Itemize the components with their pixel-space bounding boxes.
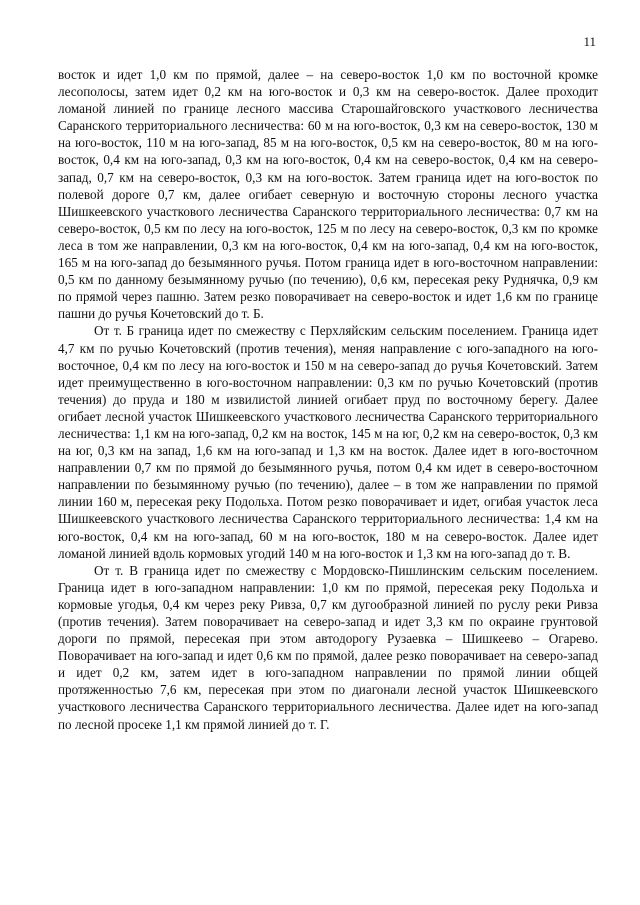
document-body (58, 66, 598, 733)
paragraph-1: восток и идет 1,0 км по прямой, далее – на северо-восток 1,0 км по восточной кромке лесополосы, затем идет 0,2 км на юго-восток и 0,3 км на северо-восток. Далее проходит ломаной линией по границе лесного массива Старошайговского участкового лесничества Саранского территориального лесничества: 60 м на юго-восток, 0,3 км на северо-восток, 130 м на юго-восток, 110 м на юго-запад, 85 м на юго-восток, 0,5 км на северо-восток, 80 м на юго-восток, 0,4 км на юго-запад, 0,3 км на юго-восток, 0,4 км на северо-восток, 0,4 км на северо-запад, 0,7 км на северо-восток, 0,3 км на юго-восток. Затем граница идет на юго-восток по полевой дороге 0,7 км, далее огибает северную и восточную стороны лесного участка Шишкеевского участкового лесничества Саранского территориального лесничества: 0,7 км на северо-восток, 0,5 км по лесу на юго-восток, 125 м по лесу на северо-восток, 0,3 км по кромке леса в том же направлении, 0,3 км на юго-восток, 0,4 км на юго-запад, 0,4 км на юго-восток, 165 м на юго-запад до безымянного ручья. Потом граница идет в юго-восточном направлении: 0,5 км по данному безымянному ручью (по течению), 0,6 км, пересекая реку Руднячка, 0,9 км по прямой через пашню. Затем резко поворачивает на северо-восток и идет 1,6 км по границе пашни до ручья Кочетовский до т. Б. (58, 67, 598, 322)
page-number: 11 (583, 34, 596, 49)
paragraph-3: От т. В граница идет по смежеству с Мордовско-Пишлинским сельским поселением. Граница идет в юго-западном направлении: 1,0 км по прямой, пересекая реку Подольха и кормовые угодья, 0,4 км через реку Ривза, 0,7 км дугообразной линией по руслу реки Ривза (против течения). Затем поворачивает на северо-запад и идет 3,3 км по окраине грунтовой дороги по прямой, пересекая при этом автодорогу Рузаевка – Шишкеево – Огарево. Поворачивает на юго-запад и идет 0,6 км по прямой, далее резко поворачивает на северо-запад и идет 0,2 км, затем идет в юго-западном направлении по прямой линии общей протяженностью 7,6 км, пересекая при этом по диагонали лесной участок Шишкеевского участкового лесничества Саранского территориального лесничества. Далее идет на юго-запад по лесной просеке 1,1 км прямой линией до т. Г. (58, 562, 598, 732)
paragraph-2: От т. Б граница идет по смежеству с Перхляйским сельским поселением. Граница идет 4,7 км по ручью Кочетовский (против течения), меняя направление с юго-западного на юго-восточное, 0,4 км по лесу на юго-восток и 150 м на северо-запад до ручья Кочетовский. Затем идет преимущественно в юго-восточном направлении: 0,3 км по ручью Кочетовский (против течения) до пруда и 180 м извилистой линией огибает пруд по восточному берегу. Далее огибает лесной участок Шишкеевского участкового лесничества Саранского территориального лесничества: 1,1 км на юго-запад, 0,2 км на восток, 145 м на юг, 0,2 км на северо-восток, 0,3 км на юг, 0,3 км на запад, 1,6 км на юго-запад и 1,3 км на восток. Далее идет в юго-восточном направлении 0,7 км по прямой до безымянного ручья, потом 0,4 км идет в северо-восточном направлении по безымянному ручью (по течению), далее – в том же направлении по прямой линии 160 м, пересекая реку Подольха. Потом резко поворачивает и идет, огибая участок леса Шишкеевского участкового лесничества Саранского территориального лесничества: 1,4 км на юго-восток, 0,4 км на юго-запад, 60 м на юго-восток, 180 м на северо-восток. Далее идет ломаной линией вдоль кормовых угодий 140 м на юго-восток и 1,3 км на юго-запад до т. В. (58, 323, 598, 561)
